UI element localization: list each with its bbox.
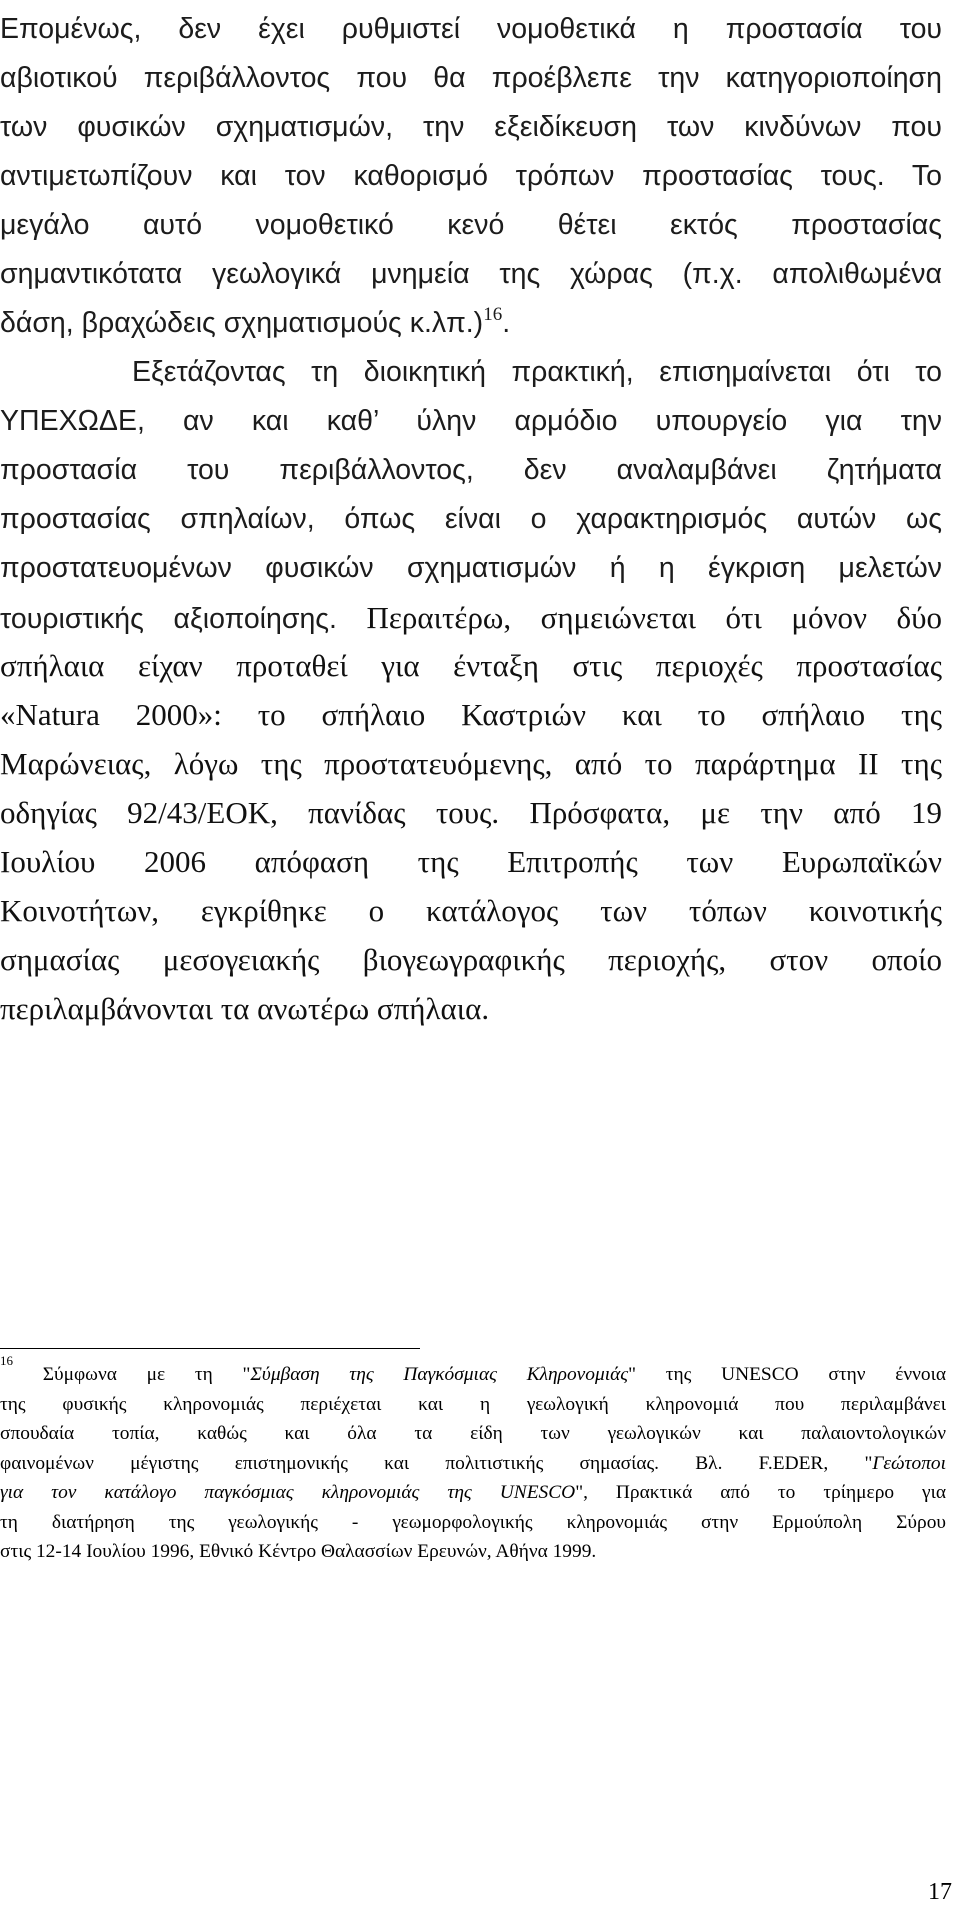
- body-line-text: .: [502, 307, 511, 339]
- footnote-line: της φυσικής κληρονομιάς περιέχεται και η γεωλογική κληρονομιά που περιλαμβάνει: [0, 1394, 946, 1415]
- body-line: αντιμετωπίζουν και τον καθορισμό τρόπων προστασίας τους. Το: [0, 160, 942, 192]
- footnote-title: για τον κατάλογο παγκόσμιας κληρονομιάς της UNESCO: [0, 1482, 576, 1503]
- body-line: σημασίας μεσογειακής βιογεωγραφικής περιοχής, στον οποίο: [0, 942, 942, 977]
- footnote-line: τη διατήρηση της γεωλογικής - γεωμορφολογικής κληρονομιάς στην Ερμούπολη Σύρου: [0, 1512, 946, 1533]
- footnote-text: ", Πρακτικά από το τρίημερο για: [575, 1482, 946, 1503]
- body-line: περιλαμβάνονται τα ανωτέρω σπήλαια.: [0, 991, 490, 1026]
- body-line: σημαντικότατα γεωλογικά μνημεία της χώρας (π.χ. απολιθωμένα: [0, 258, 942, 290]
- body-line: οδηγίας 92/43/ΕΟΚ, πανίδας τους. Πρόσφατα, με την από 19: [0, 795, 942, 830]
- body-line-indented: Εξετάζοντας τη διοικητική πρακτική, επισημαίνεται ότι το: [132, 356, 942, 388]
- footnote-reference[interactable]: 16: [483, 304, 503, 325]
- body-line-text: τουριστικής αξιοποίησης.: [0, 603, 337, 635]
- footnote-divider: [0, 1348, 420, 1349]
- body-line: Ιουλίου 2006 απόφαση της Επιτροπής των Ευρωπαϊκών: [0, 844, 942, 879]
- footnote-text: " της UNESCO στην έννοια: [628, 1364, 946, 1385]
- footnote-text: Σύμφωνα με τη ": [13, 1364, 251, 1385]
- footnote-line: σπουδαία τοπία, καθώς και όλα τα είδη των γεωλογικών και παλαιοντολογικών: [0, 1423, 946, 1444]
- body-line: προστασία του περιβάλλοντος, δεν αναλαμβάνει ζητήματα: [0, 454, 942, 486]
- footnote-line: [0, 1454, 946, 1473]
- body-line: προστατευομένων φυσικών σχηματισμών ή η έγκριση μελετών: [0, 552, 942, 584]
- footnote-text: φαινομένων μέγιστης επιστημονικής και πολιτιστικής σημασίας. Βλ. F.EDER, ": [0, 1453, 873, 1474]
- body-line: μεγάλο αυτό νομοθετικό κενό θέτει εκτός προστασίας: [0, 209, 942, 241]
- body-line: προστασίας σπηλαίων, όπως είναι ο χαρακτηρισμός αυτών ως: [0, 503, 942, 535]
- body-line: [0, 304, 942, 339]
- body-line: ΥΠΕΧΩΔΕ, αν και καθ’ ύλην αρμόδιο υπουργείο για την: [0, 405, 942, 437]
- footnote-line: [0, 1352, 946, 1385]
- footnote-title: Γεώτοποι: [872, 1453, 946, 1474]
- body-line: Επομένως, δεν έχει ρυθμιστεί νομοθετικά η προστασία του: [0, 13, 942, 45]
- body-line-text: Περαιτέρω, σημειώνεται ότι μόνον δύο: [336, 600, 943, 635]
- footnote-line: [0, 1483, 946, 1502]
- footnote-number: 16: [0, 1352, 13, 1368]
- body-line: αβιοτικού περιβάλλοντος που θα προέβλεπε την κατηγοριοποίηση: [0, 62, 942, 94]
- page-number: 17: [928, 1879, 952, 1905]
- body-line: των φυσικών σχηματισμών, την εξειδίκευση των κινδύνων που: [0, 111, 942, 143]
- body-line: Μαρώνειας, λόγω της προστατευόμενης, από το παράρτημα ΙΙ της: [0, 746, 942, 781]
- body-line: «Natura 2000»: το σπήλαιο Καστριών και το σπήλαιο της: [0, 697, 942, 732]
- footnote-title: Σύμβαση της Παγκόσμιας Κληρονομιάς: [250, 1364, 629, 1385]
- body-line-mixed: [0, 602, 942, 634]
- body-line-text: δάση, βραχώδεις σχηματισμούς κ.λπ.): [0, 307, 484, 339]
- footnote-line: στις 12-14 Ιουλίου 1996, Εθνικό Κέντρο Θαλασσίων Ερευνών, Αθήνα 1999.: [0, 1541, 597, 1562]
- body-line: σπήλαια είχαν προταθεί για ένταξη στις περιοχές προστασίας: [0, 648, 942, 683]
- body-line: Κοινοτήτων, εγκρίθηκε ο κατάλογος των τόπων κοινοτικής: [0, 893, 942, 928]
